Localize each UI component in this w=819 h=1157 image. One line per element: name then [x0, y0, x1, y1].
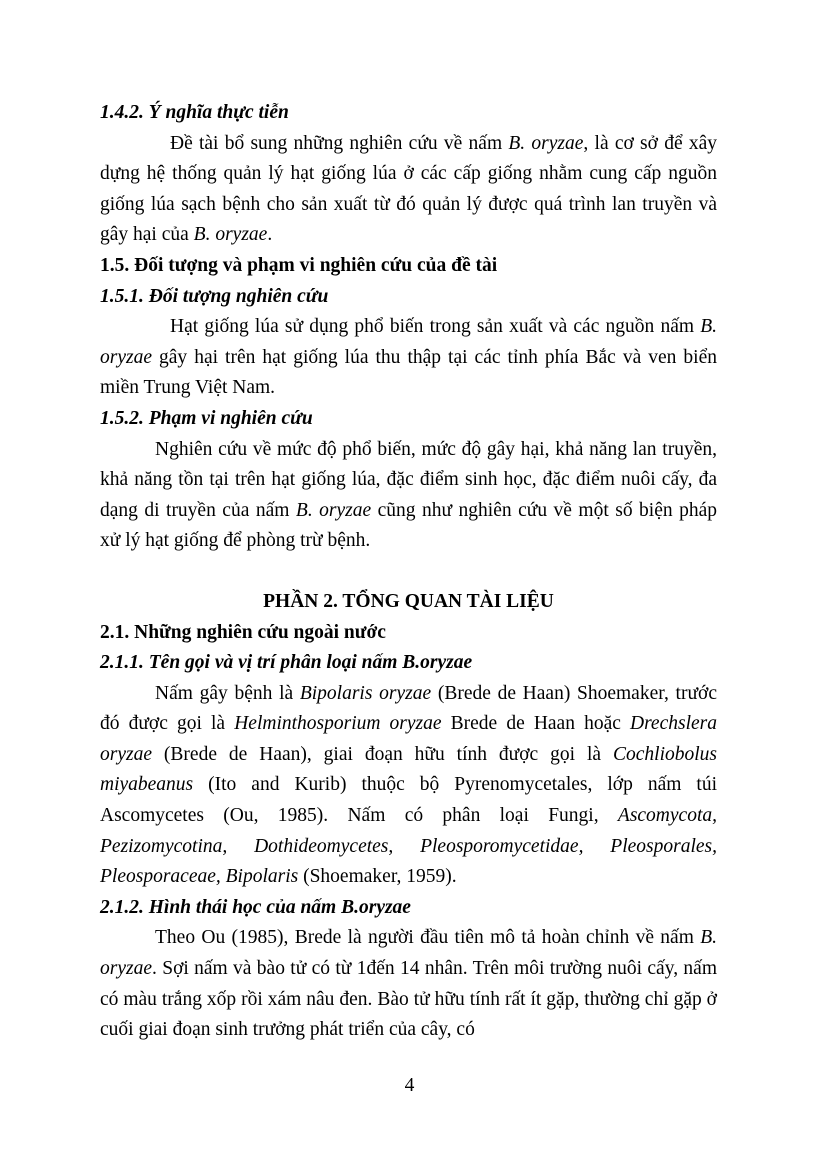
subsection-heading: [100, 893, 717, 924]
text-run: Nấm gây bệnh là: [155, 682, 300, 704]
italic-text: B. oryzae: [508, 132, 584, 154]
italic-text: Ascomycota, Pezizomycotina, Dothideomycetes, Pleosporomycetidae, Pleosporales, Pleosporaceae, Bipolaris: [100, 805, 717, 888]
paragraph: [100, 435, 717, 557]
italic-text: B. oryzae: [193, 224, 268, 246]
text-run: gây hại trên hạt giống lúa thu thập tại các tỉnh phía Bắc và ven biển miền Trung Việt Nam.: [100, 346, 717, 399]
subsection-heading: [100, 648, 717, 679]
subsection-heading: [100, 282, 717, 313]
italic-text: Cochliobolus miyabeanus: [100, 743, 717, 796]
italic-text: B. oryzae: [295, 499, 372, 521]
text-run: PHẦN 2. TỔNG QUAN TÀI LIỆU: [263, 590, 554, 612]
section-heading: [100, 251, 717, 282]
paragraph: [100, 923, 717, 1045]
subsection-heading: [100, 404, 717, 435]
section-heading: [100, 618, 717, 649]
text-run: (Shoemaker, 1959).: [298, 866, 457, 888]
italic-text: Drechslera oryzae: [100, 713, 717, 765]
text-run: cũng như nghiên cứu về một số biện pháp xử lý hạt giống để phòng trừ bệnh.: [100, 499, 717, 552]
part-title: [100, 587, 717, 618]
text-run: 2.1. Những nghiên cứu ngoài nước: [100, 621, 386, 643]
italic-text: Helminthosporium oryzae: [234, 713, 442, 735]
subsection-heading: [100, 98, 717, 129]
page-number: 4: [404, 1075, 415, 1096]
text-run: 2.1.2. Hình thái học của nấm B.oryzae: [100, 896, 411, 918]
text-run: Hạt giống lúa sử dụng phổ biến trong sản xuất và các nguồn nấm: [170, 316, 701, 338]
text-run: (Brede de Haan), giai đoạn hữu tính được gọi là: [152, 743, 613, 765]
paragraph: [100, 312, 717, 404]
text-run: Nghiên cứu về mức độ phổ biến, mức độ gây hại, khả năng lan truyền, khả năng tồn tại trên hạt giống lúa, đặc điểm sinh học, đặc điểm nuôi cấy, đa dạng di truyền của nấm: [100, 438, 717, 521]
text-run: Đề tài bổ sung những nghiên cứu về nấm: [170, 132, 509, 154]
paragraph: [100, 679, 717, 893]
text-run: 2.1.1. Tên gọi và vị trí phân loại nấm B.oryzae: [100, 652, 473, 674]
italic-text: B. oryzae: [100, 316, 717, 368]
italic-text: Bipolaris oryzae: [299, 682, 432, 704]
text-run: 1.5. Đối tượng và phạm vi nghiên cứu của đề tài: [100, 254, 498, 276]
text-run: (Ito and Kurib) thuộc bộ Pyrenomycetales, lớp nấm túi Ascomycetes (Ou, 1985). Nấm có phân loại Fungi,: [100, 774, 717, 827]
text-run: 1.4.2. Ý nghĩa thực tiễn: [100, 102, 289, 123]
text-run: 1.5.2. Phạm vi nghiên cứu: [100, 407, 313, 429]
document-body: [100, 98, 717, 1046]
text-run: 1.5.1. Đối tượng nghiên cứu: [100, 285, 329, 307]
text-run: Brede de Haan hoặc: [441, 713, 630, 735]
italic-text: B. oryzae: [100, 927, 717, 980]
text-run: . Sợi nấm và bào tử có từ 1đến 14 nhân. Trên môi trường nuôi cấy, nấm có màu trắng xốp rồi xám nâu đen. Bào tử hữu tính rất ít gặp, thường chỉ gặp ở cuối giai đoạn sinh trưởng phát triển của cây, có: [100, 958, 717, 1041]
text-run: Theo Ou (1985), Brede là người đầu tiên mô tả hoàn chỉnh về nấm: [155, 927, 701, 949]
paragraph: [100, 129, 717, 251]
spacer: [100, 557, 717, 587]
text-run: (Brede de Haan) Shoemaker, trước đó được gọi là: [100, 682, 717, 735]
text-run: .: [267, 224, 273, 246]
text-run: , là cơ sở để xây dựng hệ thống quản lý hạt giống lúa ở các cấp giống nhằm cung cấp nguồn giống lúa sạch bệnh cho sản xuất từ đó quản lý được quá trình lan truyền và gây hại của: [100, 132, 718, 246]
